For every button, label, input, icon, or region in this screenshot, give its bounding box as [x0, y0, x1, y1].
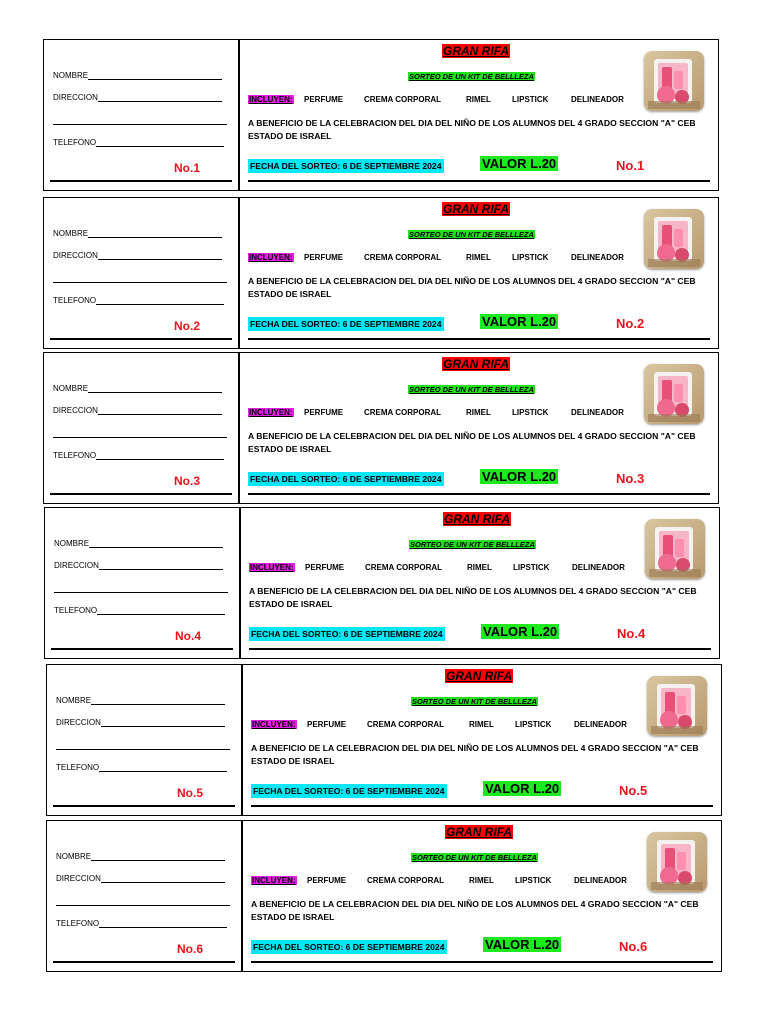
raffle-ticket-4	[44, 507, 720, 659]
item-lipstick: LIPSTICK	[515, 720, 552, 729]
nombre-field: NOMBRE	[53, 384, 222, 393]
ticket-main	[239, 39, 719, 191]
item-rimel: RIMEL	[466, 253, 491, 262]
raffle-description: A BENEFICIO DE LA CELEBRACION DEL DIA DEL NIÑO DE LOS ALUMNOS DEL 4 GRADO SECCION "A" CEB ESTADO DE ISRAEL	[251, 743, 699, 766]
ticket-stub	[46, 820, 242, 972]
ticket-price: VALOR L.20	[482, 314, 557, 329]
stub-ticket-number: No.1	[174, 161, 201, 175]
ticket-main	[242, 820, 722, 972]
item-delineador: DELINEADOR	[574, 876, 627, 885]
item-perfume: PERFUME	[307, 876, 347, 885]
stub-ticket-number: No.3	[174, 474, 201, 488]
beauty-kit-image	[647, 832, 707, 892]
stub-divider	[50, 180, 232, 182]
raffle-ticket-5	[46, 664, 722, 816]
item-rimel: RIMEL	[467, 563, 492, 572]
nombre-field: NOMBRE	[56, 696, 225, 705]
blank-line	[56, 749, 230, 750]
item-crema-corporal: CREMA CORPORAL	[364, 253, 442, 262]
item-perfume: PERFUME	[305, 563, 345, 572]
incluyen-label: INCLUYEN:	[249, 95, 293, 104]
ticket-main	[239, 197, 719, 349]
blank-line	[54, 592, 228, 593]
blank-line	[53, 282, 227, 283]
telefono-field: TELEFONO	[54, 606, 225, 615]
item-lipstick: LIPSTICK	[512, 95, 549, 104]
raffle-title: GRAN RIFA	[446, 825, 512, 839]
ticket-price: VALOR L.20	[482, 156, 557, 171]
direccion-field: DIRECCION	[53, 251, 222, 260]
beauty-kit-image	[644, 209, 704, 269]
stub-ticket-number: No.5	[177, 786, 204, 800]
item-delineador: DELINEADOR	[571, 408, 624, 417]
main-ticket-number: No.5	[619, 783, 648, 798]
item-crema-corporal: CREMA CORPORAL	[364, 95, 442, 104]
raffle-subtitle: SORTEO DE UN KIT DE BELLLEZA	[412, 853, 537, 862]
item-rimel: RIMEL	[466, 95, 491, 104]
telefono-field: TELEFONO	[53, 296, 224, 305]
item-delineador: DELINEADOR	[571, 95, 624, 104]
raffle-ticket-3	[43, 352, 719, 504]
draw-date: FECHA DEL SORTEO: 6 DE SEPTIEMBRE 2024	[253, 786, 445, 796]
item-rimel: RIMEL	[469, 876, 494, 885]
raffle-subtitle: SORTEO DE UN KIT DE BELLLEZA	[409, 72, 534, 81]
incluyen-label: INCLUYEN:	[249, 408, 293, 417]
item-lipstick: LIPSTICK	[512, 408, 549, 417]
stub-ticket-number: No.2	[174, 319, 201, 333]
ticket-price: VALOR L.20	[482, 469, 557, 484]
main-ticket-number: No.6	[619, 939, 648, 954]
nombre-field: NOMBRE	[54, 539, 223, 548]
raffle-title: GRAN RIFA	[443, 44, 509, 58]
item-perfume: PERFUME	[304, 408, 344, 417]
ticket-price: VALOR L.20	[485, 781, 560, 796]
beauty-kit-image	[647, 676, 707, 736]
item-crema-corporal: CREMA CORPORAL	[365, 563, 443, 572]
blank-line	[53, 437, 227, 438]
direccion-field: DIRECCION	[56, 874, 225, 883]
item-delineador: DELINEADOR	[571, 253, 624, 262]
main-ticket-number: No.4	[617, 626, 646, 641]
item-crema-corporal: CREMA CORPORAL	[367, 876, 445, 885]
item-crema-corporal: CREMA CORPORAL	[364, 408, 442, 417]
raffle-subtitle: SORTEO DE UN KIT DE BELLLEZA	[409, 385, 534, 394]
ticket-stub	[44, 507, 240, 659]
draw-date: FECHA DEL SORTEO: 6 DE SEPTIEMBRE 2024	[251, 629, 443, 639]
ticket-main	[242, 664, 722, 816]
stub-divider	[53, 805, 235, 807]
stub-ticket-number: No.4	[175, 629, 202, 643]
telefono-field: TELEFONO	[56, 919, 227, 928]
item-rimel: RIMEL	[469, 720, 494, 729]
raffle-description: A BENEFICIO DE LA CELEBRACION DEL DIA DEL NIÑO DE LOS ALUMNOS DEL 4 GRADO SECCION "A" CEB ESTADO DE ISRAEL	[249, 586, 697, 609]
ticket-price: VALOR L.20	[483, 624, 558, 639]
raffle-title: GRAN RIFA	[443, 202, 509, 216]
item-lipstick: LIPSTICK	[515, 876, 552, 885]
item-perfume: PERFUME	[307, 720, 347, 729]
item-lipstick: LIPSTICK	[512, 253, 549, 262]
raffle-ticket-2	[43, 197, 719, 349]
nombre-field: NOMBRE	[53, 229, 222, 238]
direccion-field: DIRECCION	[53, 406, 222, 415]
main-divider	[248, 493, 710, 495]
raffle-description: A BENEFICIO DE LA CELEBRACION DEL DIA DEL NIÑO DE LOS ALUMNOS DEL 4 GRADO SECCION "A" CEB ESTADO DE ISRAEL	[251, 899, 699, 922]
raffle-subtitle: SORTEO DE UN KIT DE BELLLEZA	[412, 697, 537, 706]
blank-line	[53, 124, 227, 125]
beauty-kit-image	[645, 519, 705, 579]
main-ticket-number: No.3	[616, 471, 645, 486]
raffle-title: GRAN RIFA	[444, 512, 510, 526]
direccion-field: DIRECCION	[56, 718, 225, 727]
raffle-title: GRAN RIFA	[446, 669, 512, 683]
direccion-field: DIRECCION	[54, 561, 223, 570]
blank-line	[56, 905, 230, 906]
main-divider	[251, 961, 713, 963]
main-divider	[248, 338, 710, 340]
telefono-field: TELEFONO	[56, 763, 227, 772]
ticket-price: VALOR L.20	[485, 937, 560, 952]
raffle-ticket-6	[46, 820, 722, 972]
item-lipstick: LIPSTICK	[513, 563, 550, 572]
item-rimel: RIMEL	[466, 408, 491, 417]
telefono-field: TELEFONO	[53, 451, 224, 460]
main-divider	[251, 805, 713, 807]
main-ticket-number: No.2	[616, 316, 645, 331]
draw-date: FECHA DEL SORTEO: 6 DE SEPTIEMBRE 2024	[253, 942, 445, 952]
ticket-stub	[43, 197, 239, 349]
stub-divider	[53, 961, 235, 963]
ticket-main	[239, 352, 719, 504]
ticket-stub	[43, 39, 239, 191]
raffle-subtitle: SORTEO DE UN KIT DE BELLLEZA	[410, 540, 535, 549]
item-delineador: DELINEADOR	[572, 563, 625, 572]
direccion-field: DIRECCION	[53, 93, 222, 102]
item-delineador: DELINEADOR	[574, 720, 627, 729]
stub-divider	[50, 493, 232, 495]
nombre-field: NOMBRE	[53, 71, 222, 80]
raffle-subtitle: SORTEO DE UN KIT DE BELLLEZA	[409, 230, 534, 239]
ticket-stub	[46, 664, 242, 816]
item-perfume: PERFUME	[304, 253, 344, 262]
beauty-kit-image	[644, 51, 704, 111]
main-divider	[248, 180, 710, 182]
ticket-main	[240, 507, 720, 659]
main-ticket-number: No.1	[616, 158, 645, 173]
draw-date: FECHA DEL SORTEO: 6 DE SEPTIEMBRE 2024	[250, 319, 442, 329]
raffle-description: A BENEFICIO DE LA CELEBRACION DEL DIA DEL NIÑO DE LOS ALUMNOS DEL 4 GRADO SECCION "A" CEB ESTADO DE ISRAEL	[248, 431, 696, 454]
stub-ticket-number: No.6	[177, 942, 204, 956]
raffle-description: A BENEFICIO DE LA CELEBRACION DEL DIA DEL NIÑO DE LOS ALUMNOS DEL 4 GRADO SECCION "A" CEB ESTADO DE ISRAEL	[248, 118, 696, 141]
incluyen-label: INCLUYEN:	[250, 563, 294, 572]
item-crema-corporal: CREMA CORPORAL	[367, 720, 445, 729]
stub-divider	[51, 648, 233, 650]
draw-date: FECHA DEL SORTEO: 6 DE SEPTIEMBRE 2024	[250, 474, 442, 484]
nombre-field: NOMBRE	[56, 852, 225, 861]
incluyen-label: INCLUYEN:	[249, 253, 293, 262]
telefono-field: TELEFONO	[53, 138, 224, 147]
raffle-description: A BENEFICIO DE LA CELEBRACION DEL DIA DEL NIÑO DE LOS ALUMNOS DEL 4 GRADO SECCION "A" CEB ESTADO DE ISRAEL	[248, 276, 696, 299]
main-divider	[249, 648, 711, 650]
incluyen-label: INCLUYEN:	[252, 876, 296, 885]
draw-date: FECHA DEL SORTEO: 6 DE SEPTIEMBRE 2024	[250, 161, 442, 171]
item-perfume: PERFUME	[304, 95, 344, 104]
raffle-ticket-1	[43, 39, 719, 191]
incluyen-label: INCLUYEN:	[252, 720, 296, 729]
raffle-title: GRAN RIFA	[443, 357, 509, 371]
stub-divider	[50, 338, 232, 340]
beauty-kit-image	[644, 364, 704, 424]
ticket-stub	[43, 352, 239, 504]
